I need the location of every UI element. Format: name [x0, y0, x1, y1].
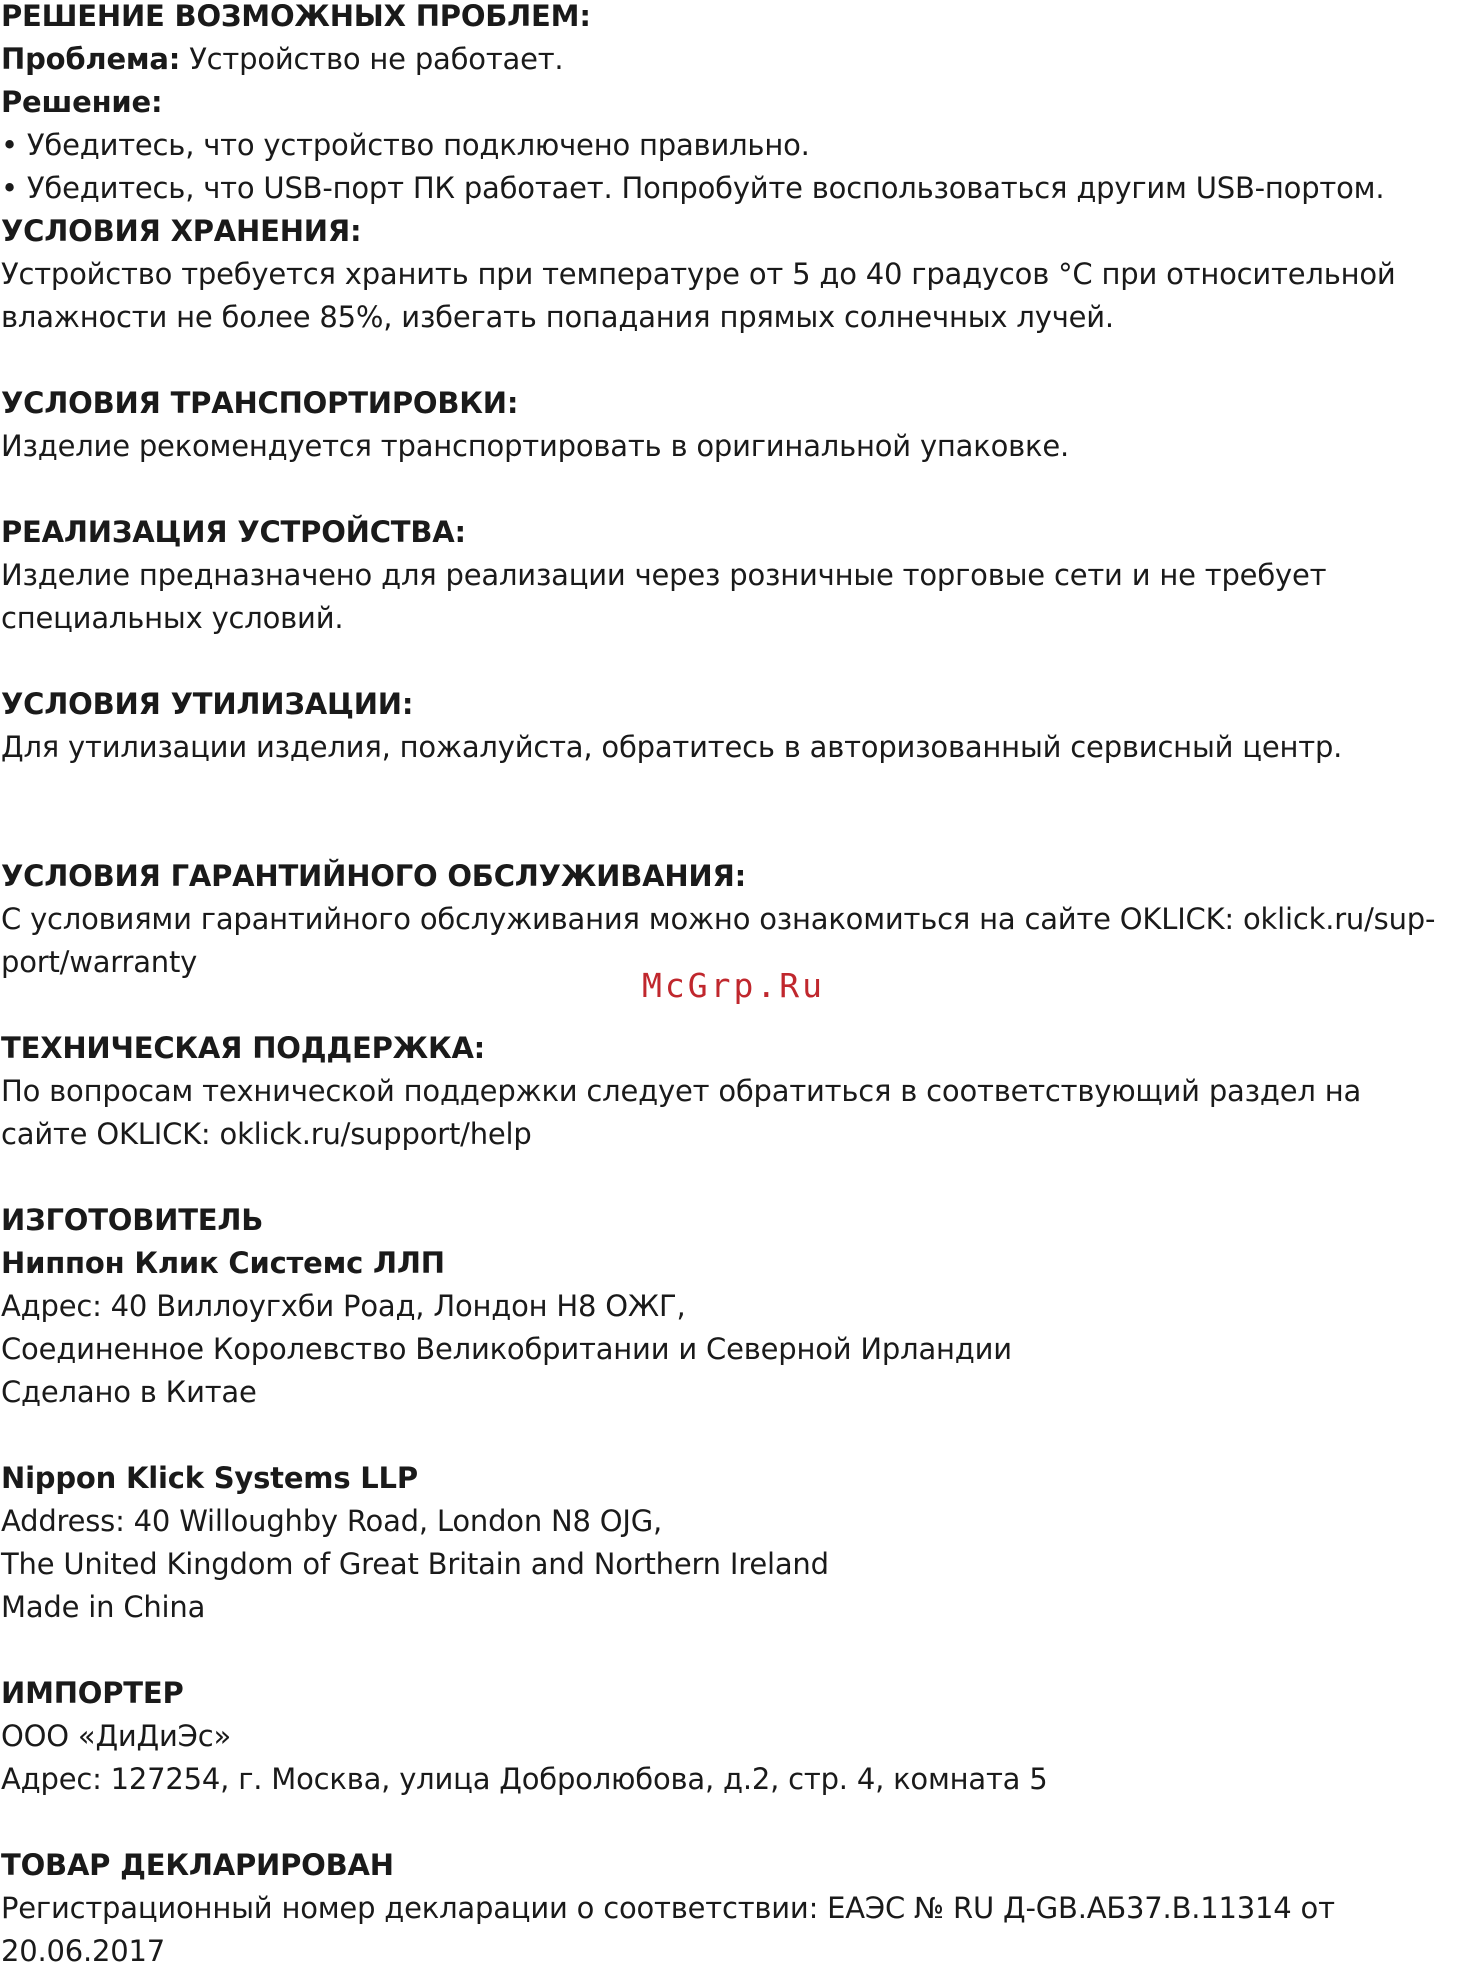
manufacturer-address-en: The United Kingdom of Great Britain and Northern Ireland	[1, 1547, 829, 1581]
problem-text: Устройство не работает.	[180, 42, 564, 76]
solution-bullet: • Убедитесь, что USB-порт ПК работает. Попробуйте воспользоваться другим USB-портом.	[1, 171, 1385, 205]
declaration-text: Регистрационный номер декларации о соответствии: ЕАЭС № RU Д-GB.АБ37.В.11314 от	[1, 1891, 1335, 1925]
storage-text: Устройство требуется хранить при температуре от 5 до 40 градусов °С при относительной	[1, 257, 1396, 291]
manufacturer-address-en: Address: 40 Willoughby Road, London N8 OJG,	[1, 1504, 663, 1538]
problem-line	[1, 38, 563, 81]
declaration-heading: ТОВАР ДЕКЛАРИРОВАН	[1, 1848, 394, 1882]
manufacturer-address-ru: Адрес: 40 Виллоугхби Роад, Лондон Н8 ОЖГ,	[1, 1289, 686, 1323]
sales-heading: РЕАЛИЗАЦИЯ УСТРОЙСТВА:	[1, 515, 466, 549]
storage-text: влажности не более 85%, избегать попадания прямых солнечных лучей.	[1, 300, 1114, 334]
manufacturer-address-ru: Соединенное Королевство Великобритании и Северной Ирландии	[1, 1332, 1012, 1366]
disposal-text: Для утилизации изделия, пожалуйста, обратитесь в авторизованный сервисный центр.	[1, 730, 1343, 764]
troubleshooting-heading: РЕШЕНИЕ ВОЗМОЖНЫХ ПРОБЛЕМ:	[1, 0, 591, 33]
manufacturer-heading: ИЗГОТОВИТЕЛЬ	[1, 1203, 264, 1237]
solution-label: Решение:	[1, 85, 163, 119]
problem-label: Проблема:	[1, 42, 181, 76]
warranty-heading: УСЛОВИЯ ГАРАНТИЙНОГО ОБСЛУЖИВАНИЯ:	[1, 859, 747, 893]
transport-text: Изделие рекомендуется транспортировать в оригинальной упаковке.	[1, 429, 1069, 463]
transport-heading: УСЛОВИЯ ТРАНСПОРТИРОВКИ:	[1, 386, 519, 420]
disposal-heading: УСЛОВИЯ УТИЛИЗАЦИИ:	[1, 687, 414, 721]
declaration-date: 20.06.2017	[1, 1934, 166, 1968]
importer-heading: ИМПОРТЕР	[1, 1676, 184, 1710]
support-text: По вопросам технической поддержки следует обратиться в соответствующий раздел на	[1, 1074, 1362, 1108]
manufacturer-name-ru: Ниппон Клик Системс ЛЛП	[1, 1246, 445, 1280]
support-text: сайте OKLICK: oklick.ru/support/help	[1, 1117, 532, 1151]
sales-text: Изделие предназначено для реализации через розничные торговые сети и не требует	[1, 558, 1327, 592]
storage-heading: УСЛОВИЯ ХРАНЕНИЯ:	[1, 214, 362, 248]
warranty-text: port/warranty	[1, 945, 198, 979]
manufacturer-origin-en: Made in China	[1, 1590, 206, 1624]
warranty-text: С условиями гарантийного обслуживания можно ознакомиться на сайте OKLICK: oklick.ru/sup-	[1, 902, 1436, 936]
importer-name: ООО «ДиДиЭс»	[1, 1719, 231, 1753]
solution-bullet: • Убедитесь, что устройство подключено правильно.	[1, 128, 810, 162]
support-heading: ТЕХНИЧЕСКАЯ ПОДДЕРЖКА:	[1, 1031, 486, 1065]
watermark-text: McGrp.Ru	[642, 966, 825, 1005]
manufacturer-name-en: Nippon Klick Systems LLP	[1, 1461, 418, 1495]
sales-text: специальных условий.	[1, 601, 344, 635]
manufacturer-origin-ru: Сделано в Китае	[1, 1375, 257, 1409]
importer-address: Адрес: 127254, г. Москва, улица Добролюбова, д.2, стр. 4, комната 5	[1, 1762, 1048, 1796]
